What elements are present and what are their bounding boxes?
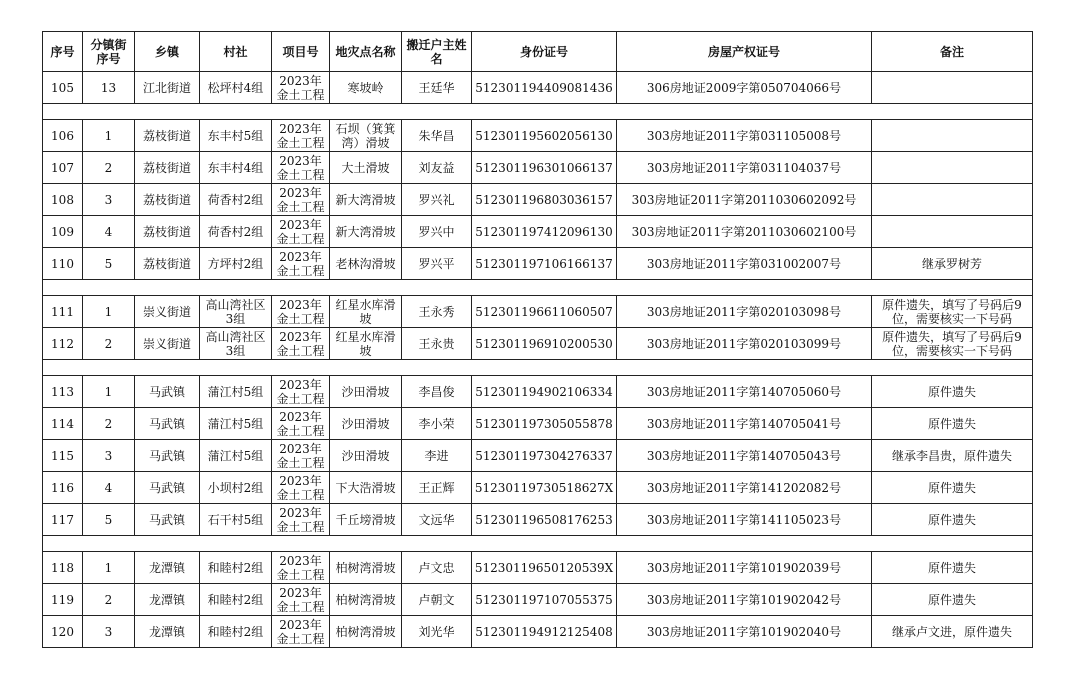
property-cert-cell: 303房地证2011字第101902040号 [617,616,872,648]
site-cell: 沙田滑坡 [330,376,402,408]
owner-cell: 罗兴礼 [402,184,472,216]
project-cell: 2023年金土工程 [272,472,330,504]
header-cell: 地灾点名称 [330,32,402,72]
site-cell: 新大湾滑坡 [330,216,402,248]
village-cell: 小坝村2组 [200,472,272,504]
project-cell: 2023年金土工程 [272,216,330,248]
id-number-cell: 512301195602056130 [472,120,617,152]
id-number-cell: 512301197106166137 [472,248,617,280]
seq-cell: 106 [43,120,83,152]
gap-cell [43,280,1033,296]
seq-cell: 111 [43,296,83,328]
sub-seq-cell: 3 [83,616,135,648]
id-number-cell: 51230119730518627X [472,472,617,504]
project-cell: 2023年金土工程 [272,584,330,616]
village-cell: 和睦村2组 [200,552,272,584]
site-cell: 红星水库滑坡 [330,296,402,328]
gap-row [43,536,1033,552]
seq-cell: 112 [43,328,83,360]
property-cert-cell: 303房地证2011字第031105008号 [617,120,872,152]
property-cert-cell: 303房地证2011字第101902042号 [617,584,872,616]
owner-cell: 王永秀 [402,296,472,328]
owner-cell: 刘友益 [402,152,472,184]
town-cell: 马武镇 [135,504,200,536]
table-row [43,120,1033,152]
project-cell: 2023年金土工程 [272,440,330,472]
town-cell: 荔枝街道 [135,248,200,280]
id-number-cell: 512301194409081436 [472,72,617,104]
village-cell: 蒲江村5组 [200,408,272,440]
village-cell: 蒲江村5组 [200,376,272,408]
seq-cell: 108 [43,184,83,216]
site-cell: 千丘塝滑坡 [330,504,402,536]
property-cert-cell: 303房地证2011字第031002007号 [617,248,872,280]
site-cell: 石坝（箕箕湾）滑坡 [330,120,402,152]
town-cell: 龙潭镇 [135,584,200,616]
table-row [43,552,1033,584]
village-cell: 高山湾社区3组 [200,328,272,360]
remark-cell: 原件遗失 [872,408,1033,440]
remark-cell: 继承罗树芳 [872,248,1033,280]
remark-cell [872,120,1033,152]
remark-cell [872,72,1033,104]
sub-seq-cell: 3 [83,440,135,472]
id-number-cell: 512301197305055878 [472,408,617,440]
header-cell: 房屋产权证号 [617,32,872,72]
table-row [43,184,1033,216]
header-cell: 村社 [200,32,272,72]
id-number-cell: 512301197412096130 [472,216,617,248]
table-row [43,216,1033,248]
property-cert-cell: 303房地证2011字第140705060号 [617,376,872,408]
table-row [43,248,1033,280]
property-cert-cell: 303房地证2011字第140705041号 [617,408,872,440]
owner-cell: 刘光华 [402,616,472,648]
table-row [43,376,1033,408]
id-number-cell: 512301194902106334 [472,376,617,408]
id-number-cell: 512301197107055375 [472,584,617,616]
project-cell: 2023年金土工程 [272,408,330,440]
remark-cell [872,184,1033,216]
site-cell: 沙田滑坡 [330,408,402,440]
seq-cell: 120 [43,616,83,648]
id-number-cell: 512301196301066137 [472,152,617,184]
town-cell: 龙潭镇 [135,552,200,584]
sub-seq-cell: 2 [83,328,135,360]
sub-seq-cell: 4 [83,472,135,504]
table-row [43,328,1033,360]
town-cell: 崇义街道 [135,296,200,328]
property-cert-cell: 303房地证2011字第020103098号 [617,296,872,328]
owner-cell: 文远华 [402,504,472,536]
id-number-cell: 512301196803036157 [472,184,617,216]
property-cert-cell: 303房地证2011字第141105023号 [617,504,872,536]
remark-cell: 原件遗失 [872,472,1033,504]
project-cell: 2023年金土工程 [272,616,330,648]
town-cell: 龙潭镇 [135,616,200,648]
property-cert-cell: 303房地证2011字第101902039号 [617,552,872,584]
seq-cell: 109 [43,216,83,248]
gap-row [43,360,1033,376]
remark-cell: 原件遗失，填写了号码后9位，需要核实一下号码 [872,296,1033,328]
remark-cell: 原件遗失 [872,584,1033,616]
owner-cell: 卢文忠 [402,552,472,584]
site-cell: 寒坡岭 [330,72,402,104]
town-cell: 马武镇 [135,408,200,440]
table-row [43,584,1033,616]
property-cert-cell: 303房地证2011字第031104037号 [617,152,872,184]
gap-row [43,104,1033,120]
remark-cell [872,216,1033,248]
site-cell: 柏树湾滑坡 [330,584,402,616]
table-row [43,504,1033,536]
project-cell: 2023年金土工程 [272,328,330,360]
site-cell: 老林沟滑坡 [330,248,402,280]
seq-cell: 117 [43,504,83,536]
sub-seq-cell: 2 [83,152,135,184]
sub-seq-cell: 2 [83,584,135,616]
owner-cell: 王永贵 [402,328,472,360]
header-cell: 搬迁户主姓名 [402,32,472,72]
site-cell: 沙田滑坡 [330,440,402,472]
town-cell: 崇义街道 [135,328,200,360]
village-cell: 高山湾社区3组 [200,296,272,328]
owner-cell: 李进 [402,440,472,472]
id-number-cell: 512301196611060507 [472,296,617,328]
gap-cell [43,104,1033,120]
project-cell: 2023年金土工程 [272,184,330,216]
town-cell: 马武镇 [135,472,200,504]
remark-cell: 原件遗失 [872,376,1033,408]
relocation-table [42,31,1033,648]
header-cell: 备注 [872,32,1033,72]
property-cert-cell: 303房地证2011字第2011030602092号 [617,184,872,216]
owner-cell: 王廷华 [402,72,472,104]
seq-cell: 105 [43,72,83,104]
village-cell: 荷香村2组 [200,216,272,248]
owner-cell: 卢朝文 [402,584,472,616]
sub-seq-cell: 1 [83,552,135,584]
remark-cell: 继承李昌贵，原件遗失 [872,440,1033,472]
town-cell: 马武镇 [135,376,200,408]
sub-seq-cell: 2 [83,408,135,440]
property-cert-cell: 303房地证2011字第020103099号 [617,328,872,360]
remark-cell: 原件遗失 [872,504,1033,536]
header-cell: 项目号 [272,32,330,72]
town-cell: 荔枝街道 [135,152,200,184]
owner-cell: 罗兴中 [402,216,472,248]
site-cell: 柏树湾滑坡 [330,616,402,648]
owner-cell: 李昌俊 [402,376,472,408]
table-row [43,408,1033,440]
project-cell: 2023年金土工程 [272,376,330,408]
sub-seq-cell: 3 [83,184,135,216]
seq-cell: 114 [43,408,83,440]
property-cert-cell: 303房地证2011字第2011030602100号 [617,216,872,248]
town-cell: 马武镇 [135,440,200,472]
town-cell: 荔枝街道 [135,184,200,216]
seq-cell: 113 [43,376,83,408]
project-cell: 2023年金土工程 [272,504,330,536]
site-cell: 红星水库滑坡 [330,328,402,360]
seq-cell: 116 [43,472,83,504]
sub-seq-cell: 1 [83,296,135,328]
village-cell: 石干村5组 [200,504,272,536]
village-cell: 东丰村4组 [200,152,272,184]
table-row [43,72,1033,104]
village-cell: 东丰村5组 [200,120,272,152]
seq-cell: 107 [43,152,83,184]
table-row [43,296,1033,328]
gap-cell [43,360,1033,376]
sub-seq-cell: 1 [83,120,135,152]
project-cell: 2023年金土工程 [272,248,330,280]
sub-seq-cell: 5 [83,504,135,536]
site-cell: 下大浩滑坡 [330,472,402,504]
seq-cell: 118 [43,552,83,584]
project-cell: 2023年金土工程 [272,72,330,104]
gap-cell [43,536,1033,552]
id-number-cell: 512301196910200530 [472,328,617,360]
id-number-cell: 512301194912125408 [472,616,617,648]
header-row [43,32,1033,72]
town-cell: 荔枝街道 [135,216,200,248]
id-number-cell: 512301197304276337 [472,440,617,472]
header-cell: 身份证号 [472,32,617,72]
village-cell: 和睦村2组 [200,584,272,616]
property-cert-cell: 306房地证2009字第050704066号 [617,72,872,104]
id-number-cell: 51230119650120539X [472,552,617,584]
village-cell: 方坪村2组 [200,248,272,280]
site-cell: 新大湾滑坡 [330,184,402,216]
table-row [43,152,1033,184]
project-cell: 2023年金土工程 [272,152,330,184]
project-cell: 2023年金土工程 [272,120,330,152]
sub-seq-cell: 5 [83,248,135,280]
village-cell: 和睦村2组 [200,616,272,648]
table-row [43,440,1033,472]
project-cell: 2023年金土工程 [272,296,330,328]
sub-seq-cell: 1 [83,376,135,408]
village-cell: 松坪村4组 [200,72,272,104]
project-cell: 2023年金土工程 [272,552,330,584]
header-cell: 分镇街序号 [83,32,135,72]
site-cell: 大土滑坡 [330,152,402,184]
table-row [43,472,1033,504]
owner-cell: 罗兴平 [402,248,472,280]
sub-seq-cell: 4 [83,216,135,248]
seq-cell: 115 [43,440,83,472]
header-cell: 序号 [43,32,83,72]
town-cell: 江北街道 [135,72,200,104]
id-number-cell: 512301196508176253 [472,504,617,536]
owner-cell: 李小荣 [402,408,472,440]
remark-cell [872,152,1033,184]
village-cell: 蒲江村5组 [200,440,272,472]
remark-cell: 原件遗失，填写了号码后9位，需要核实一下号码 [872,328,1033,360]
property-cert-cell: 303房地证2011字第141202082号 [617,472,872,504]
village-cell: 荷香村2组 [200,184,272,216]
gap-row [43,280,1033,296]
property-cert-cell: 303房地证2011字第140705043号 [617,440,872,472]
table-body [43,72,1033,648]
site-cell: 柏树湾滑坡 [330,552,402,584]
town-cell: 荔枝街道 [135,120,200,152]
sub-seq-cell: 13 [83,72,135,104]
seq-cell: 110 [43,248,83,280]
remark-cell: 原件遗失 [872,552,1033,584]
remark-cell: 继承卢文进，原件遗失 [872,616,1033,648]
owner-cell: 朱华昌 [402,120,472,152]
header-cell: 乡镇 [135,32,200,72]
table-row [43,616,1033,648]
seq-cell: 119 [43,584,83,616]
owner-cell: 王正辉 [402,472,472,504]
